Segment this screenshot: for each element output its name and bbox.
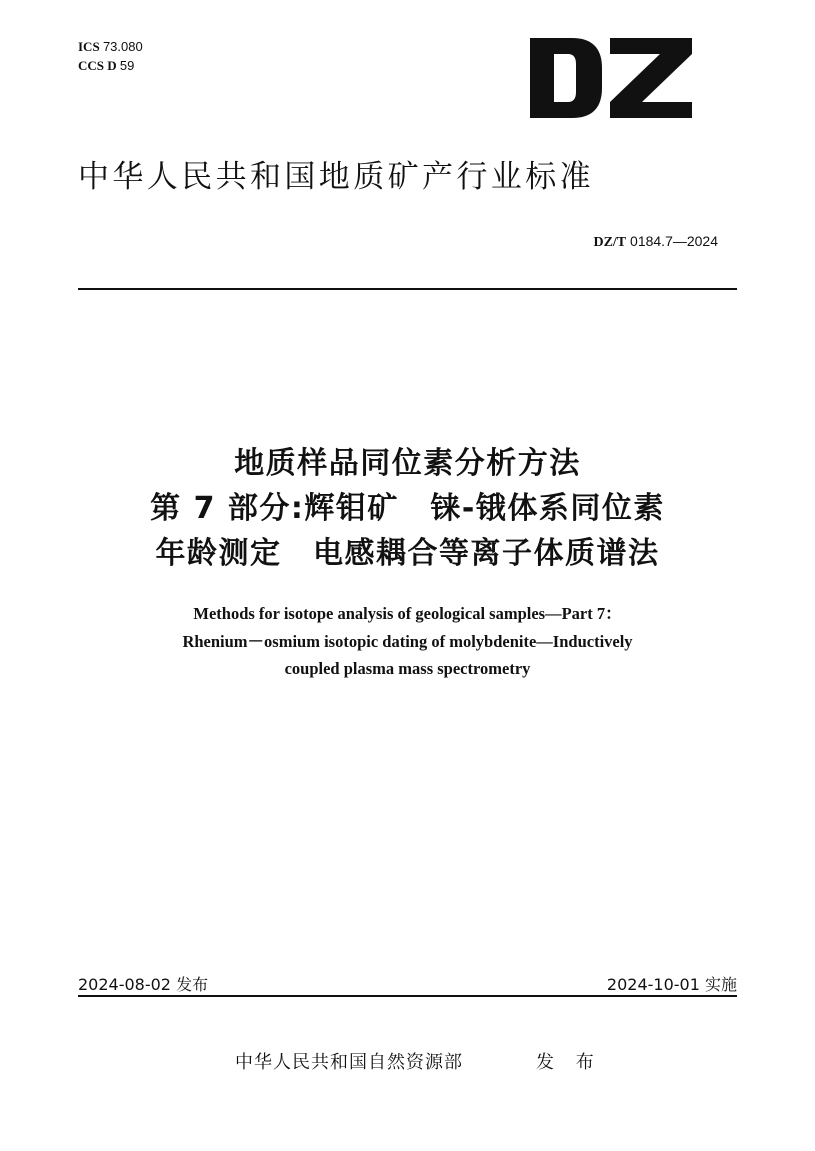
- ics-code: [78, 38, 143, 56]
- ics-value: 73.080: [102, 39, 143, 54]
- effective-date: 2024-10-01 实施: [606, 975, 737, 994]
- ccs-code: [78, 57, 134, 75]
- issuer-name: 中华人民共和国自然资源部: [235, 1052, 463, 1073]
- bottom-divider: [78, 995, 737, 997]
- english-title-line3: coupled plasma mass spectrometry: [284, 659, 531, 678]
- english-title-line2: Rhenium－osmium isotopic dating of molybdenite—Inductively: [182, 632, 633, 651]
- ccs-label: CCS D: [78, 58, 117, 73]
- standard-code: 0184.7—2024: [630, 233, 718, 249]
- ics-label: ICS: [78, 39, 100, 54]
- publish-date: 2024-08-02 发布: [78, 975, 209, 994]
- top-divider: [78, 288, 737, 290]
- chinese-title-line3: 年龄测定 电感耦合等离子体质谱法: [155, 536, 660, 571]
- standard-prefix: DZ/T: [593, 235, 627, 250]
- chinese-title-line2: 第 7 部分:辉钼矿 铼-锇体系同位素: [150, 491, 665, 526]
- ccs-value: 59: [119, 58, 135, 73]
- dz-logo: [530, 38, 692, 118]
- english-title-line1: Methods for isotope analysis of geological samples—Part 7：: [193, 604, 622, 623]
- chinese-title-line1: 地质样品同位素分析方法: [234, 446, 581, 481]
- standard-number: [593, 233, 718, 251]
- issuer-action: 发 布: [536, 1052, 602, 1073]
- org-title: 中华人民共和国地质矿产行业标准: [78, 159, 594, 195]
